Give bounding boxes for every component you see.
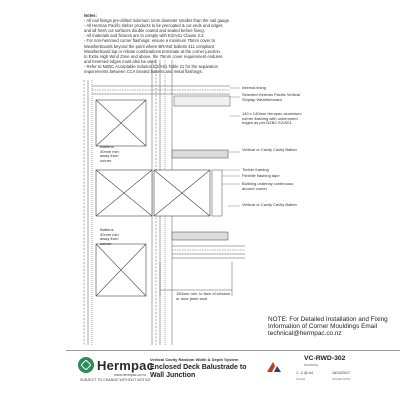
left-cladding-lines bbox=[84, 80, 92, 345]
partner-logo-icon bbox=[266, 361, 282, 373]
brand-url: www.hermpac.co.nz bbox=[114, 373, 147, 377]
label-battens-lower: Battens 40mm min away from corner bbox=[100, 227, 119, 246]
scale-caption: SCALE bbox=[296, 377, 306, 381]
notes-line: - All materials and fixtures are to comply with E2/AS1 Clause 2.2. bbox=[84, 33, 205, 39]
issued-date-value: 18/10/2017 bbox=[332, 371, 350, 375]
notes-line: - All nail fixings pre-drilled minimum 1mm diameter smaller than the nail gauge. bbox=[84, 18, 231, 24]
label-internal-lining: Internal lining bbox=[242, 85, 266, 90]
drawing-code: VC-RWD-302 bbox=[304, 355, 346, 362]
notes-heading: Notes: bbox=[84, 13, 98, 18]
notes-line: - For non-hemmed corner flashings: ensure a minimum 75mm cover to bbox=[84, 38, 216, 44]
label-building-underlay: Building underlay continuous around corner bbox=[242, 181, 294, 191]
upper-framing-stud bbox=[96, 100, 146, 146]
lower-cladding-run bbox=[172, 246, 245, 258]
drawing-title: Enclosed Deck Balustrade to Wall Junction bbox=[150, 364, 247, 379]
lower-framing-stud bbox=[96, 244, 146, 296]
notes-line: and all fresh cut surfaces double coated and sealed before fixing. bbox=[84, 28, 205, 34]
label-battens-upper: Battens 40mm min away from corner bbox=[100, 144, 119, 163]
scale-value: 1 : 2 @ A4 bbox=[296, 371, 313, 375]
issued-date-caption: ISSUED DATE bbox=[332, 377, 351, 381]
label-selected-weatherboard: Selected Herman Pacific Vertical Shiplap Weatherboard bbox=[242, 92, 301, 102]
notes-line: In Extra High Wind Zone and above, the 75mm cover requirement endures bbox=[84, 53, 223, 59]
title-block bbox=[66, 350, 400, 393]
notes-line: - Refer to NZBC Acceptable Solution E2/AS1 Table 21 for the separation bbox=[84, 63, 218, 69]
change-notice: SUBJECT TO CHANGE WITHOUT NOTICE bbox=[80, 378, 151, 382]
drawing-caption: DRAWING bbox=[304, 363, 319, 367]
notes-line: requirements between CCA treated battens and metal flashings. bbox=[84, 69, 203, 75]
label-cavity-batten-bottom: Vertical or Cavity Cavity Batten bbox=[242, 202, 297, 207]
label-dimension-note: 150mm min. to face of window or door jamb stud bbox=[176, 291, 231, 301]
notes-line: and hemmed edges must also be used. bbox=[84, 58, 158, 64]
brand-name: Hermpac bbox=[97, 357, 155, 373]
label-timber-framing: Timber framing bbox=[242, 167, 269, 172]
brand-mark-icon bbox=[78, 357, 94, 373]
label-flexible-tape: Flexible flashing tape bbox=[242, 173, 280, 178]
system-name: Vertical Cavity Random Width & Depth System bbox=[150, 357, 239, 362]
notes-line: - All Herman Pacific timber products to be precoated & cut ends and edges bbox=[84, 23, 223, 29]
installation-note: NOTE: For Detailed Installation and Fixing Information of Corner Mouldings Email technical@hermpac.co.nz bbox=[268, 316, 388, 337]
notes-line: Weatherboard lap or rebate combinations terminate at the corner junction. bbox=[84, 48, 222, 54]
label-cavity-batten-top: Vertical or Cavity Cavity Batten bbox=[242, 147, 297, 152]
notes-line: Weatherboards beyond the point where BRANZ bulletin 411 compliant bbox=[84, 43, 214, 49]
brand-logo bbox=[78, 357, 154, 373]
corner-framing-blocks bbox=[96, 170, 210, 216]
label-aluminium-corner-flashing: 140 x 140mm Hempac aluminium corner flashing with unhemmed edges as per NZBC E2/AS1 bbox=[242, 111, 302, 126]
